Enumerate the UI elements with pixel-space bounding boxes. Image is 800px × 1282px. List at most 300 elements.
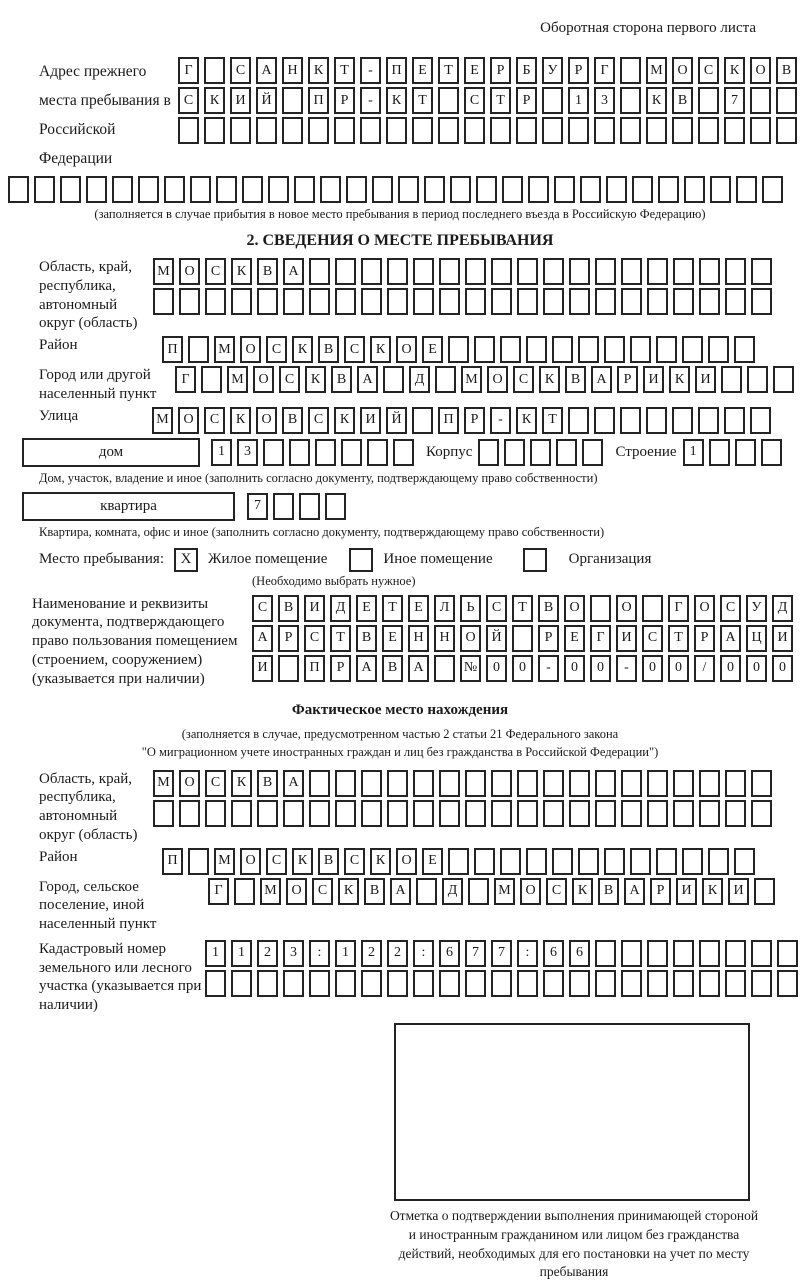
char-cell[interactable] [320,176,341,203]
char-cell[interactable] [569,258,590,285]
char-cell[interactable]: У [542,57,563,84]
char-cell[interactable] [335,258,356,285]
char-cell[interactable] [580,176,601,203]
char-cell[interactable] [621,258,642,285]
char-cell[interactable] [387,288,408,315]
char-cell[interactable]: Б [516,57,537,84]
char-cell[interactable] [387,770,408,797]
char-cell[interactable] [658,176,679,203]
char-cell[interactable]: : [309,940,330,967]
char-cell[interactable] [231,800,252,827]
char-cell[interactable]: К [231,258,252,285]
char-cell[interactable] [308,117,329,144]
char-cell[interactable] [257,800,278,827]
char-cell[interactable] [242,176,263,203]
char-cell[interactable]: М [153,258,174,285]
char-cell[interactable] [751,800,772,827]
char-cell[interactable] [526,336,547,363]
char-cell[interactable]: В [282,407,303,434]
char-cell[interactable] [309,288,330,315]
char-cell[interactable]: К [539,366,560,393]
char-cell[interactable] [491,770,512,797]
char-cell[interactable] [386,117,407,144]
char-cell[interactable] [725,258,746,285]
char-cell[interactable]: Н [434,625,455,652]
char-cell[interactable]: М [227,366,248,393]
char-cell[interactable]: 6 [439,940,460,967]
char-cell[interactable] [465,970,486,997]
char-cell[interactable] [684,176,705,203]
char-cell[interactable] [283,288,304,315]
char-cell[interactable] [682,848,703,875]
char-cell[interactable] [360,117,381,144]
char-cell[interactable] [309,258,330,285]
char-cell[interactable]: Д [772,595,793,622]
char-cell[interactable]: К [516,407,537,434]
char-cell[interactable]: К [572,878,593,905]
char-cell[interactable] [595,288,616,315]
char-cell[interactable] [736,176,757,203]
char-cell[interactable] [164,176,185,203]
char-cell[interactable]: И [616,625,637,652]
char-cell[interactable] [346,176,367,203]
char-cell[interactable] [673,770,694,797]
char-cell[interactable]: П [162,336,183,363]
char-cell[interactable] [204,57,225,84]
char-cell[interactable]: О [616,595,637,622]
char-cell[interactable]: О [396,848,417,875]
char-cell[interactable] [315,439,336,466]
char-cell[interactable] [416,878,437,905]
char-cell[interactable]: А [283,770,304,797]
char-cell[interactable]: К [724,57,745,84]
char-cell[interactable]: П [438,407,459,434]
char-cell[interactable]: С [344,336,365,363]
char-cell[interactable] [569,770,590,797]
char-cell[interactable]: В [565,366,586,393]
char-cell[interactable] [230,117,251,144]
char-cell[interactable]: Т [330,625,351,652]
char-cell[interactable]: : [517,940,538,967]
char-cell[interactable]: 0 [486,655,507,682]
char-cell[interactable] [412,407,433,434]
char-cell[interactable] [543,770,564,797]
char-cell[interactable] [724,117,745,144]
char-cell[interactable] [309,970,330,997]
char-cell[interactable] [205,288,226,315]
char-cell[interactable]: И [230,87,251,114]
char-cell[interactable]: Е [408,595,429,622]
char-cell[interactable] [216,176,237,203]
char-cell[interactable]: С [464,87,485,114]
char-cell[interactable] [595,800,616,827]
char-cell[interactable] [630,336,651,363]
char-cell[interactable]: 6 [543,940,564,967]
char-cell[interactable] [153,800,174,827]
char-cell[interactable] [673,940,694,967]
char-cell[interactable]: О [253,366,274,393]
char-cell[interactable]: 0 [720,655,741,682]
char-cell[interactable] [257,970,278,997]
char-cell[interactable]: И [360,407,381,434]
char-cell[interactable]: В [776,57,797,84]
char-cell[interactable]: Е [382,625,403,652]
char-cell[interactable]: Р [330,655,351,682]
char-cell[interactable] [594,407,615,434]
char-cell[interactable]: А [390,878,411,905]
char-cell[interactable]: 0 [668,655,689,682]
char-cell[interactable] [604,848,625,875]
char-cell[interactable]: С [178,87,199,114]
char-cell[interactable] [335,288,356,315]
char-cell[interactable]: В [331,366,352,393]
char-cell[interactable]: К [230,407,251,434]
char-cell[interactable] [205,970,226,997]
char-cell[interactable] [647,970,668,997]
char-cell[interactable] [188,336,209,363]
char-cell[interactable] [478,439,499,466]
char-cell[interactable] [273,493,294,520]
char-cell[interactable]: Н [282,57,303,84]
char-cell[interactable]: Т [542,407,563,434]
char-cell[interactable]: - [360,87,381,114]
char-cell[interactable]: О [487,366,508,393]
char-cell[interactable] [361,770,382,797]
char-cell[interactable]: С [698,57,719,84]
char-cell[interactable]: И [643,366,664,393]
char-cell[interactable]: Г [590,625,611,652]
char-cell[interactable]: Р [650,878,671,905]
char-cell[interactable] [762,176,783,203]
char-cell[interactable] [112,176,133,203]
char-cell[interactable] [434,655,455,682]
char-cell[interactable]: В [318,336,339,363]
char-cell[interactable]: Т [512,595,533,622]
char-cell[interactable]: 3 [237,439,258,466]
char-cell[interactable] [393,439,414,466]
char-cell[interactable] [725,940,746,967]
char-cell[interactable]: О [460,625,481,652]
char-cell[interactable] [465,288,486,315]
char-cell[interactable] [372,176,393,203]
char-cell[interactable] [504,439,525,466]
char-cell[interactable] [490,117,511,144]
char-cell[interactable]: 7 [724,87,745,114]
char-cell[interactable] [543,258,564,285]
char-cell[interactable] [698,407,719,434]
char-cell[interactable] [263,439,284,466]
char-cell[interactable] [647,770,668,797]
char-cell[interactable] [528,176,549,203]
char-cell[interactable]: Ь [460,595,481,622]
char-cell[interactable] [543,800,564,827]
char-cell[interactable]: К [305,366,326,393]
char-cell[interactable] [595,940,616,967]
char-cell[interactable] [294,176,315,203]
char-cell[interactable]: К [292,336,313,363]
char-cell[interactable] [500,848,521,875]
char-cell[interactable]: Е [356,595,377,622]
char-cell[interactable]: С [266,848,287,875]
char-cell[interactable] [335,800,356,827]
char-cell[interactable] [620,117,641,144]
char-cell[interactable] [309,800,330,827]
char-cell[interactable] [710,176,731,203]
char-cell[interactable]: С [304,625,325,652]
char-cell[interactable] [516,117,537,144]
char-cell[interactable] [491,970,512,997]
char-cell[interactable]: М [260,878,281,905]
char-cell[interactable] [334,117,355,144]
char-cell[interactable] [234,878,255,905]
char-cell[interactable] [751,258,772,285]
char-cell[interactable]: 7 [491,940,512,967]
char-cell[interactable]: 6 [569,940,590,967]
char-cell[interactable] [268,176,289,203]
char-cell[interactable] [647,940,668,967]
char-cell[interactable]: С [312,878,333,905]
char-cell[interactable]: Н [408,625,429,652]
char-cell[interactable]: Е [422,848,443,875]
char-cell[interactable]: О [564,595,585,622]
char-cell[interactable]: 2 [361,940,382,967]
char-cell[interactable] [413,970,434,997]
char-cell[interactable] [647,258,668,285]
char-cell[interactable]: 1 [231,940,252,967]
char-cell[interactable]: С [642,625,663,652]
char-cell[interactable]: К [646,87,667,114]
char-cell[interactable]: 0 [772,655,793,682]
char-cell[interactable]: С [308,407,329,434]
char-cell[interactable] [283,800,304,827]
char-cell[interactable] [476,176,497,203]
char-cell[interactable]: О [750,57,771,84]
char-cell[interactable] [179,800,200,827]
char-cell[interactable] [204,117,225,144]
char-cell[interactable] [465,770,486,797]
char-cell[interactable] [578,848,599,875]
char-cell[interactable] [673,970,694,997]
char-cell[interactable] [387,258,408,285]
char-cell[interactable]: О [672,57,693,84]
char-cell[interactable] [283,970,304,997]
char-cell[interactable] [552,848,573,875]
char-cell[interactable] [190,176,211,203]
char-cell[interactable]: Р [464,407,485,434]
char-cell[interactable] [474,848,495,875]
char-cell[interactable]: 7 [247,493,268,520]
char-cell[interactable]: У [746,595,767,622]
char-cell[interactable]: Т [490,87,511,114]
char-cell[interactable] [474,336,495,363]
char-cell[interactable] [502,176,523,203]
char-cell[interactable]: М [494,878,515,905]
char-cell[interactable] [642,595,663,622]
char-cell[interactable] [367,439,388,466]
house-type-box[interactable]: дом [22,438,200,467]
char-cell[interactable] [672,407,693,434]
char-cell[interactable] [699,970,720,997]
char-cell[interactable]: М [646,57,667,84]
checkbox-inoe[interactable] [349,548,373,572]
char-cell[interactable]: Л [434,595,455,622]
char-cell[interactable] [517,970,538,997]
char-cell[interactable] [750,87,771,114]
char-cell[interactable] [621,770,642,797]
char-cell[interactable] [554,176,575,203]
char-cell[interactable] [299,493,320,520]
char-cell[interactable] [656,336,677,363]
char-cell[interactable] [682,336,703,363]
char-cell[interactable]: А [256,57,277,84]
char-cell[interactable]: С [230,57,251,84]
char-cell[interactable]: С [279,366,300,393]
char-cell[interactable]: 1 [683,439,704,466]
char-cell[interactable] [542,87,563,114]
char-cell[interactable]: Е [422,336,443,363]
char-cell[interactable]: В [538,595,559,622]
char-cell[interactable] [621,288,642,315]
char-cell[interactable]: В [257,258,278,285]
char-cell[interactable] [435,366,456,393]
char-cell[interactable]: Т [412,87,433,114]
char-cell[interactable]: 2 [257,940,278,967]
confirmation-stamp-box[interactable] [394,1023,750,1201]
char-cell[interactable] [699,258,720,285]
char-cell[interactable]: К [292,848,313,875]
char-cell[interactable] [569,970,590,997]
char-cell[interactable] [725,970,746,997]
char-cell[interactable]: К [204,87,225,114]
char-cell[interactable] [439,258,460,285]
char-cell[interactable]: Т [382,595,403,622]
char-cell[interactable]: - [538,655,559,682]
char-cell[interactable]: 0 [746,655,767,682]
char-cell[interactable]: А [357,366,378,393]
char-cell[interactable]: О [694,595,715,622]
char-cell[interactable] [725,288,746,315]
char-cell[interactable] [361,970,382,997]
char-cell[interactable]: И [304,595,325,622]
char-cell[interactable]: Р [490,57,511,84]
char-cell[interactable]: - [360,57,381,84]
char-cell[interactable] [34,176,55,203]
char-cell[interactable] [751,770,772,797]
char-cell[interactable] [754,878,775,905]
char-cell[interactable] [491,258,512,285]
char-cell[interactable] [569,800,590,827]
char-cell[interactable] [542,117,563,144]
char-cell[interactable] [491,288,512,315]
char-cell[interactable] [708,336,729,363]
char-cell[interactable] [335,970,356,997]
char-cell[interactable] [439,770,460,797]
char-cell[interactable] [138,176,159,203]
char-cell[interactable] [646,117,667,144]
char-cell[interactable] [289,439,310,466]
char-cell[interactable] [500,336,521,363]
char-cell[interactable] [438,87,459,114]
char-cell[interactable] [413,288,434,315]
char-cell[interactable]: М [152,407,173,434]
char-cell[interactable] [398,176,419,203]
char-cell[interactable] [750,117,771,144]
char-cell[interactable] [282,87,303,114]
char-cell[interactable] [153,288,174,315]
char-cell[interactable]: А [356,655,377,682]
char-cell[interactable] [747,366,768,393]
char-cell[interactable] [773,366,794,393]
char-cell[interactable]: С [486,595,507,622]
char-cell[interactable] [335,770,356,797]
char-cell[interactable]: Г [208,878,229,905]
char-cell[interactable] [278,655,299,682]
char-cell[interactable]: И [772,625,793,652]
char-cell[interactable] [708,848,729,875]
char-cell[interactable] [673,288,694,315]
checkbox-organizaciya[interactable] [523,548,547,572]
char-cell[interactable] [698,117,719,144]
char-cell[interactable] [777,940,798,967]
char-cell[interactable] [647,800,668,827]
char-cell[interactable]: О [256,407,277,434]
char-cell[interactable]: А [624,878,645,905]
char-cell[interactable] [439,970,460,997]
char-cell[interactable]: С [546,878,567,905]
char-cell[interactable] [699,940,720,967]
char-cell[interactable] [734,848,755,875]
char-cell[interactable]: О [396,336,417,363]
char-cell[interactable] [673,800,694,827]
char-cell[interactable]: 2 [387,940,408,967]
char-cell[interactable]: С [252,595,273,622]
char-cell[interactable]: А [720,625,741,652]
char-cell[interactable]: Г [178,57,199,84]
char-cell[interactable] [776,87,797,114]
char-cell[interactable]: 0 [590,655,611,682]
char-cell[interactable]: Р [278,625,299,652]
char-cell[interactable]: Д [442,878,463,905]
char-cell[interactable] [60,176,81,203]
char-cell[interactable]: С [205,770,226,797]
char-cell[interactable]: М [214,848,235,875]
char-cell[interactable]: В [598,878,619,905]
char-cell[interactable]: Й [386,407,407,434]
char-cell[interactable] [424,176,445,203]
char-cell[interactable]: - [490,407,511,434]
char-cell[interactable]: - [616,655,637,682]
char-cell[interactable]: К [338,878,359,905]
char-cell[interactable] [439,800,460,827]
char-cell[interactable] [530,439,551,466]
char-cell[interactable]: В [382,655,403,682]
char-cell[interactable]: 1 [335,940,356,967]
char-cell[interactable] [517,770,538,797]
char-cell[interactable]: П [386,57,407,84]
char-cell[interactable]: С [266,336,287,363]
char-cell[interactable]: К [669,366,690,393]
char-cell[interactable]: О [178,407,199,434]
char-cell[interactable] [512,625,533,652]
char-cell[interactable] [450,176,471,203]
char-cell[interactable] [465,258,486,285]
char-cell[interactable] [630,848,651,875]
char-cell[interactable] [439,288,460,315]
char-cell[interactable]: О [179,770,200,797]
char-cell[interactable]: В [257,770,278,797]
char-cell[interactable] [438,117,459,144]
char-cell[interactable]: С [513,366,534,393]
